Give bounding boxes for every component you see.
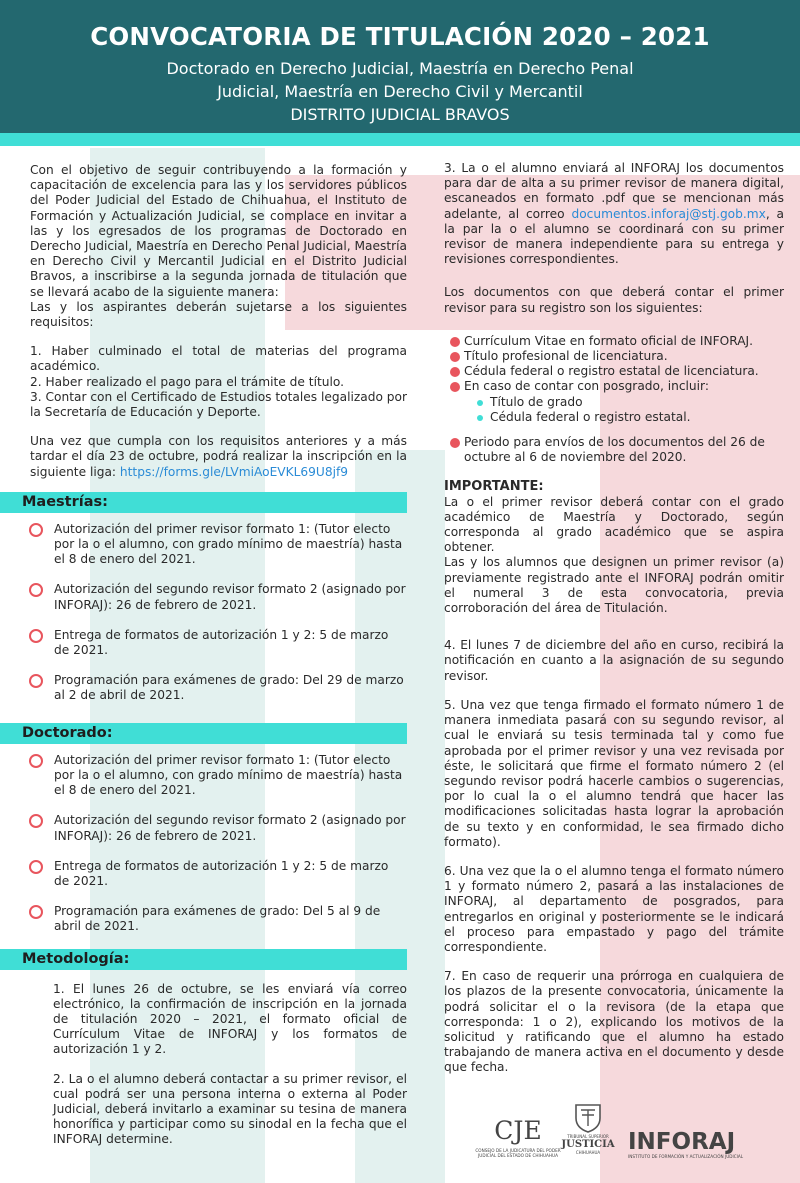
list-item: Cédula federal o registro estatal de licenciatura. [444, 364, 784, 379]
list-item: Currículum Vitae en formato oficial de INFORAJ. [444, 334, 784, 349]
registration-link[interactable]: https://forms.gle/LVmiAoEVKL69U8jf9 [116, 464, 349, 479]
documents-intro: Los documentos con que deberá contar el primer revisor para su registro son los siguientes: [444, 285, 784, 315]
doctorado-heading: Doctorado: [0, 723, 407, 744]
header-banner [0, 0, 800, 133]
page-title: CONVOCATORIA DE TITULACIÓN 2020 – 2021 [90, 22, 710, 51]
intro-paragraph: Con el objetivo de seguir contribuyendo a la formación y capacitación de excelencia para las y los servidores públicos del Poder Judicial del Estado de Chihuahua, el Instituto de Formación y Actualización Judicial, se complace en invitar a las y los egresados de los programas de Doctorado en Derecho Judicial, Maestría en Derecho Penal Judicial, Maestría en Derecho Civil y Mercantil Judicial en el Distrito Judicial Bravos, a inscribirse a la segunda jornada de titulación que se llevará acabo de la siguiente manera: [30, 163, 407, 299]
sub-bullet-icon [477, 400, 483, 406]
subtitle-line: Judicial, Maestría en Derecho Civil y Mercantil [217, 82, 583, 101]
email-link[interactable]: documentos.inforaj@stj.gob.mx [571, 206, 766, 221]
methodology-step: 5. Una vez que tenga firmado el formato número 1 de manera inmediata pasará con su segundo revisor, al cual le enviará su tesis terminada tal y como fue aprobada por el primer revisor y una vez revisada por éste, le solicitará que firme el formato número 2 (el segundo revisor podrá hacerle cambios o sugerencias, por lo cual la o el alumno tendrá que hacer las modificaciones solicitadas hasta lograr la aprobación de su texto y en conformidad, le sea firmado dicho formato). [444, 697, 784, 849]
list-item: Periodo para envíos de los documentos del 26 de octubre al 6 de noviembre del 2020. [444, 435, 784, 465]
sub-list-item: Cédula federal o registro estatal. [444, 410, 784, 425]
dot-bullet-icon [450, 382, 460, 392]
dot-bullet-icon [450, 337, 460, 347]
requirement-item: 2. Haber realizado el pago para el trámite de título. [30, 374, 344, 389]
important-heading: IMPORTANTE: [444, 479, 544, 495]
ring-bullet-icon [29, 629, 43, 643]
registration-text: Una vez que cumpla con los requisitos anteriores y a más tardar el día 23 de octubre, podrá realizar la inscripción en la siguiente liga: [30, 434, 407, 479]
list-item: Entrega de formatos de autorización 1 y 2: 5 de marzo de 2021. [30, 628, 407, 658]
methodology-step: 1. El lunes 26 de octubre, se les enviará vía correo electrónico, la confirmación de inscripción en la jornada de titulación 2020 – 2021, el formato oficial de Currículum Vitae de INFORAJ y los formatos de autorización 1 y 2. [53, 981, 407, 1057]
ring-bullet-icon [29, 583, 43, 597]
sub-list-item: Título de grado [444, 395, 784, 410]
ring-bullet-icon [29, 814, 43, 828]
methodology-step: 2. La o el alumno deberá contactar a su primer revisor, el cual podrá ser una persona interna o externa al Poder Judicial, deberá invitarlo a examinar su tesina de manera honorífica y participar como su sinodal en la fecha que el INFORAJ determine. [53, 1071, 407, 1147]
requirement-item: 3. Contar con el Certificado de Estudios totales legalizado por la Secretaría de Educación y Deporte. [30, 389, 407, 420]
right-column [444, 161, 784, 1076]
cje-logo: CJE CONSEJO DE LA JUDICATURA DEL PODER JUDICIAL DEL ESTADO DE CHIHUAHUA [475, 1116, 561, 1158]
requirement-item: 1. Haber culminado el total de materias del programa académico. [30, 344, 407, 374]
list-item: Programación para exámenes de grado: Del 5 al 9 de abril de 2021. [30, 904, 407, 934]
methodology-step: 7. En caso de requerir una prórroga en cualquiera de los plazos de la presente convocatoria, únicamente la podrá solicitar el o la revisora (de la etapa que corresponda: 1 o 2), explicando los motivos de la solicitud y ratificando que el alumno ha estado trabajando de manera activa en el documento y desde que fecha. [444, 969, 784, 1075]
registration-paragraph [30, 434, 407, 480]
metodologia-heading: Metodología: [0, 949, 407, 970]
list-item: Autorización del primer revisor formato 1: (Tutor electo por la o el alumno, con grado mínimo de maestría) hasta el 8 de enero del 2021. [30, 753, 407, 799]
inforaj-logo: INFORAJ INSTITUTO DE FORMACIÓN Y ACTUALIZACIÓN JUDICIAL [628, 1129, 744, 1159]
tsj-logo: TRIBUNAL SUPERIOR JUSTICIA CHIHUAHUA [558, 1102, 618, 1155]
ring-bullet-icon [29, 860, 43, 874]
list-item: En caso de contar con posgrado, incluir: [444, 379, 784, 394]
shield-icon [573, 1102, 603, 1134]
ring-bullet-icon [29, 674, 43, 688]
important-paragraph: La o el primer revisor deberá contar con el grado académico de Maestría y Doctorado, según corresponda al grado académico que se aspira obtener. [444, 494, 784, 555]
methodology-step: 3. La o el alumno enviará al INFORAJ los documentos para dar de alta a su primer revisor de manera digital, escaneados en formato .pdf que se mencionan más adelante, al correo documentos.inforaj@stj.gob.mx, a la par la o el alumno se coordinará con su primer revisor de manera independiente para su entrega y revisiones correspondientes. [444, 161, 785, 267]
ring-bullet-icon [29, 754, 43, 768]
list-item: Título profesional de licenciatura. [444, 349, 784, 364]
maestrias-heading: Maestrías: [0, 492, 407, 513]
footer-logos [470, 1100, 780, 1170]
list-item: Entrega de formatos de autorización 1 y 2: 5 de marzo de 2021. [30, 859, 407, 889]
dot-bullet-icon [450, 438, 460, 448]
dot-bullet-icon [450, 367, 460, 377]
requirements-intro: Las y los aspirantes deberán sujetarse a los siguientes requisitos: [30, 299, 407, 330]
accent-bar [0, 133, 800, 146]
important-paragraph: Las y los alumnos que designen un primer revisor (a) previamente registrado ante el INFORAJ podrán omitir el numeral 3 de esta convocatoria, previa corroboración del área de Titulación. [444, 555, 784, 616]
dot-bullet-icon [450, 352, 460, 362]
left-column [22, 163, 407, 1148]
list-item: Autorización del segundo revisor formato 2 (asignado por INFORAJ): 26 de febrero de 2021. [30, 813, 407, 843]
ring-bullet-icon [29, 523, 43, 537]
list-item: Programación para exámenes de grado: Del 29 de marzo al 2 de abril de 2021. [30, 673, 407, 703]
list-item: Autorización del segundo revisor formato 2 (asignado por INFORAJ): 26 de febrero de 2021. [30, 582, 407, 612]
methodology-step: 6. Una vez que la o el alumno tenga el formato número 1 y formato número 2, pasará a las instalaciones de INFORAJ, al departamento de posgrados, para entregarlos en original y posteriormente se le indicará el proceso para empastado y pago del trámite correspondiente. [444, 863, 784, 954]
list-item: Autorización del primer revisor formato 1: (Tutor electo por la o el alumno, con grado mínimo de maestría) hasta el 8 de enero del 2021. [30, 522, 407, 568]
subtitle-line: Doctorado en Derecho Judicial, Maestría en Derecho Penal [166, 59, 634, 78]
ring-bullet-icon [29, 905, 43, 919]
district-title: DISTRITO JUDICIAL BRAVOS [290, 105, 510, 124]
sub-bullet-icon [477, 415, 483, 421]
methodology-step: 4. El lunes 7 de diciembre del año en curso, recibirá la notificación en cuanto a la asignación de su segundo revisor. [444, 638, 784, 683]
